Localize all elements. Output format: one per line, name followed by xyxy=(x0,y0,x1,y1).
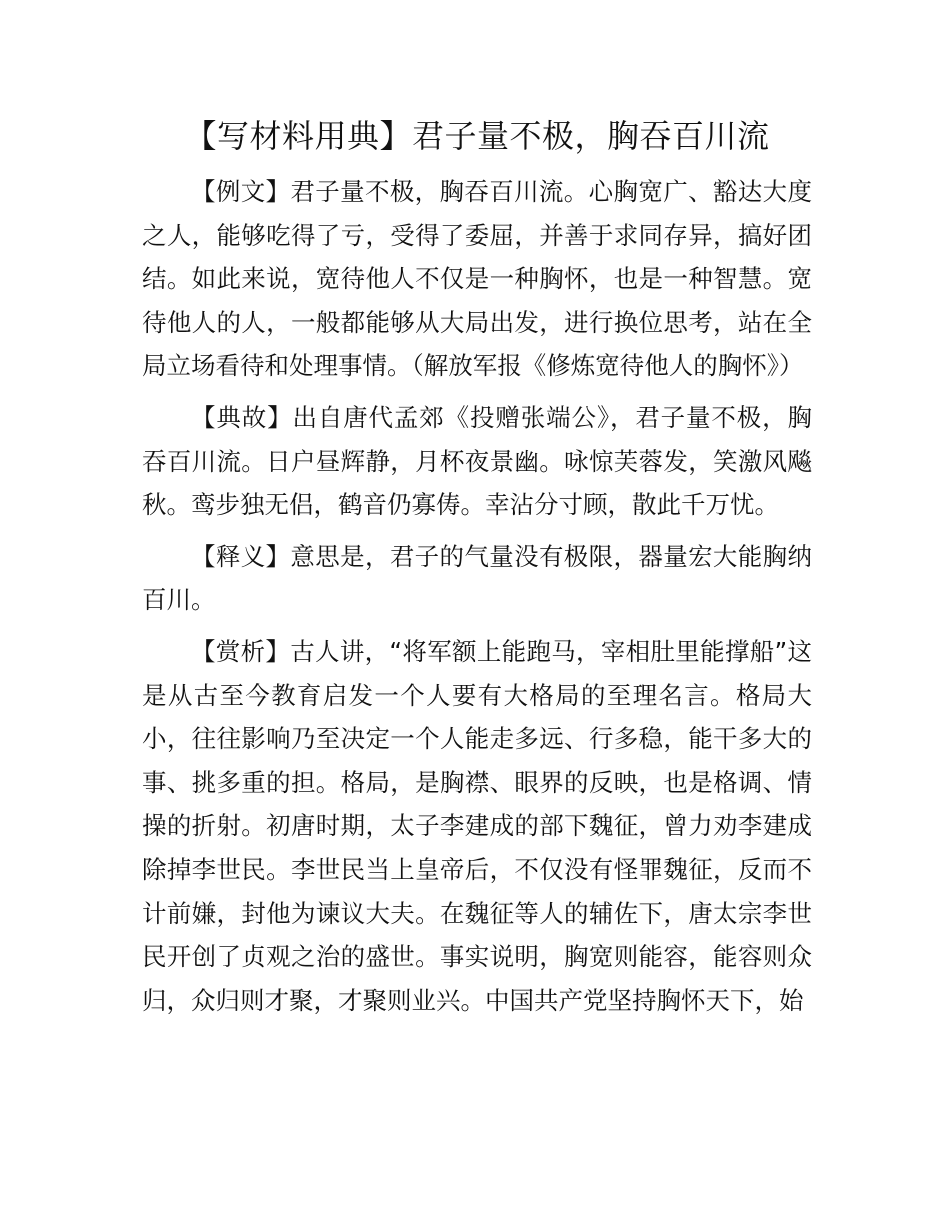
paragraph-analysis: 【赏析】古人讲，“将军额上能跑马，宰相肚里能撑船”这是从古至今教育启发一个人要有大格局的至理名言。格局大小，往往影响乃至决定一个人能走多远、行多稳，能干多大的事、挑多重的担。格局，是胸襟、眼界的反映，也是格调、情操的折射。初唐时期，太子李建成的部下魏征，曾力劝李建成除掉李世民。李世民当上皇帝后，不仅没有怪罪魏征，反而不计前嫌，封他为谏议大夫。在魏征等人的辅佐下，唐太宗李世民开创了贞观之治的盛世。事实说明，胸宽则能容，能容则众归，众归则才聚，才聚则业兴。中国共产党坚持胸怀天下，始 xyxy=(142,636,812,1015)
paragraph-allusion: 【典故】出自唐代孟郊《投赠张端公》，君子量不极，胸吞百川流。日户昼辉静，月杯夜景幽。咏惊芙蓉发，笑激风飚秋。鸾步独无侣，鹤音仍寡俦。幸沾分寸顾，散此千万忧。 xyxy=(142,402,812,520)
paragraph-gap xyxy=(142,388,812,396)
paragraph-gap xyxy=(142,527,812,535)
paragraph-meaning: 【释义】意思是，君子的气量没有极限，器量宏大能胸纳百川。 xyxy=(142,541,812,615)
paragraph-example: 【例文】君子量不极，胸吞百川流。心胸宽广、豁达大度之人，能够吃得了亏，受得了委屈，并善于求同存异，搞好团结。如此来说，宽待他人不仅是一种胸怀，也是一种智慧。宽待他人的人，一般都能够从大局出发，进行换位思考，站在全局立场看待和处理事情。（解放军报《修炼宽待他人的胸怀》） xyxy=(142,177,812,381)
document-title: 【写材料用典】君子量不极，胸吞百川流 xyxy=(184,117,770,155)
paragraph-gap xyxy=(142,622,812,630)
document-page xyxy=(142,110,812,1022)
